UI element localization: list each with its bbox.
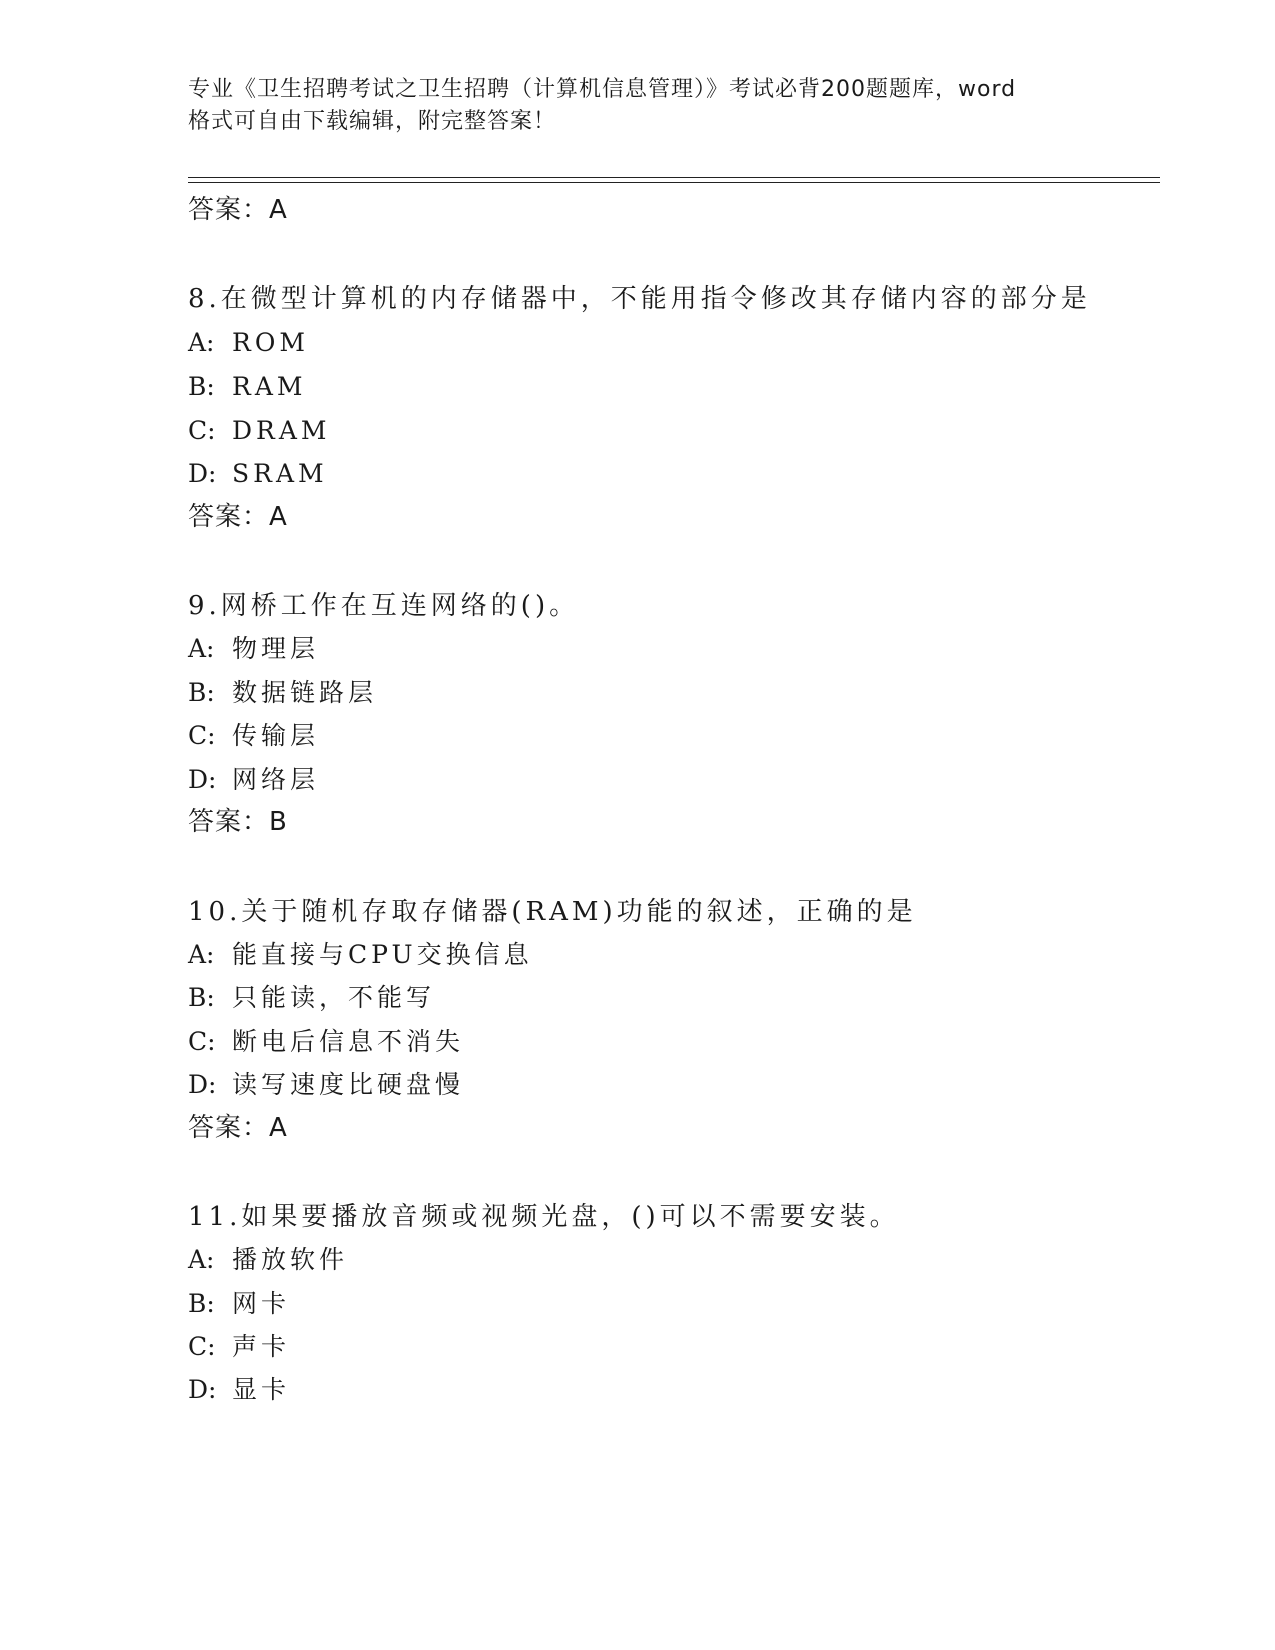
option-b <box>188 676 377 710</box>
option-a <box>188 938 533 972</box>
option-text: 传输层 <box>232 721 320 750</box>
option-text: DRAM <box>232 416 331 445</box>
option-letter: D: <box>188 1070 217 1099</box>
header-line-1: 专业《卫生招聘考试之卫生招聘（计算机信息管理）》考试必背200题题库，word <box>188 77 1017 102</box>
option-text: ROM <box>232 328 309 357</box>
option-letter: D: <box>188 459 217 488</box>
option-letter: A: <box>188 328 215 357</box>
option-c <box>188 1330 290 1364</box>
header-line-2: 格式可自由下载编辑，附完整答案！ <box>188 109 557 134</box>
option-letter: C: <box>188 1332 216 1361</box>
option-text: SRAM <box>232 459 328 488</box>
answer-line: 答案：B <box>188 807 288 837</box>
question-text: 10.关于随机存取存储器(RAM)功能的叙述，正确的是 <box>188 897 917 927</box>
option-letter: C: <box>188 416 216 445</box>
option-letter: A: <box>188 1245 215 1274</box>
option-d <box>188 1068 464 1102</box>
option-text: 只能读，不能写 <box>232 983 436 1012</box>
option-letter: D: <box>188 1375 217 1404</box>
option-letter: B: <box>188 983 215 1012</box>
answer-line: 答案：A <box>188 502 288 532</box>
option-b <box>188 981 435 1015</box>
option-text: 读写速度比硬盘慢 <box>232 1070 465 1099</box>
option-c <box>188 414 331 448</box>
document-header <box>188 74 1088 138</box>
answer-line: 答案：A <box>188 195 288 225</box>
option-text: 显卡 <box>232 1375 291 1404</box>
option-text: 断电后信息不消失 <box>232 1027 465 1056</box>
option-b <box>188 370 306 404</box>
option-text: RAM <box>232 372 307 401</box>
option-text: 能直接与CPU交换信息 <box>232 940 533 969</box>
option-letter: B: <box>188 1289 215 1318</box>
option-letter: A: <box>188 940 215 969</box>
option-b <box>188 1287 290 1321</box>
option-text: 物理层 <box>232 634 320 663</box>
option-a <box>188 1243 348 1277</box>
option-d <box>188 1373 290 1407</box>
option-c <box>188 1025 464 1059</box>
option-text: 数据链路层 <box>232 678 378 707</box>
option-a <box>188 632 319 666</box>
option-a <box>188 326 309 360</box>
question-text: 8.在微型计算机的内存储器中，不能用指令修改其存储内容的部分是 <box>188 284 1091 314</box>
question-text: 11.如果要播放音频或视频光盘，()可以不需要安装。 <box>188 1202 900 1232</box>
option-letter: B: <box>188 372 215 401</box>
option-c <box>188 719 319 753</box>
answer-line: 答案：A <box>188 1113 288 1143</box>
option-text: 播放软件 <box>232 1245 349 1274</box>
option-text: 网卡 <box>232 1289 291 1318</box>
option-letter: B: <box>188 678 215 707</box>
option-letter: A: <box>188 634 215 663</box>
question-text: 9.网桥工作在互连网络的()。 <box>188 591 580 621</box>
option-letter: D: <box>188 765 217 794</box>
option-letter: C: <box>188 721 216 750</box>
option-text: 声卡 <box>232 1332 291 1361</box>
header-divider-top <box>188 177 1160 178</box>
header-divider-bottom <box>188 182 1160 183</box>
option-letter: C: <box>188 1027 216 1056</box>
option-d <box>188 457 328 491</box>
option-d <box>188 763 319 797</box>
option-text: 网络层 <box>232 765 320 794</box>
